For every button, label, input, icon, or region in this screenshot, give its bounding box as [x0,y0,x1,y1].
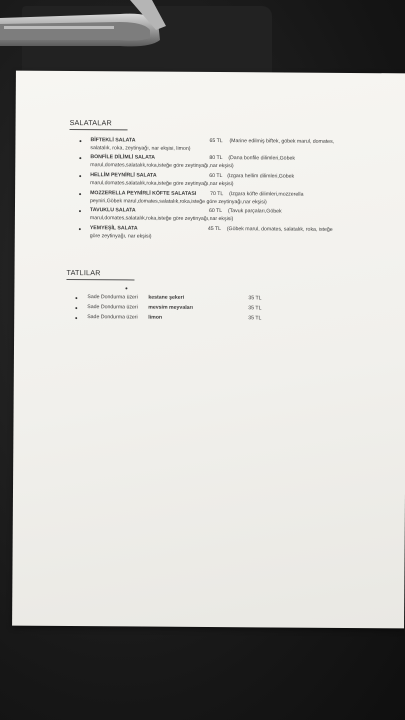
dessert-item-price: 35 TL [248,315,262,322]
menu-item-name: BONFİLE DİLİMLİ SALATA [90,154,156,161]
heading-underline [70,129,128,130]
menu-item-desc: marul,domates,salatalık,roka,isteğe göre zeytinyağı,nar ekşisi) [89,215,234,223]
bullet [79,140,81,142]
section-heading-salads: SALATALAR [69,118,112,128]
menu-item-price: 80 TL [209,154,223,162]
bullet [79,228,81,230]
menu-item-desc: göre zeytinyağı, nar ekşisi) [89,233,152,240]
dessert-item-price: 35 TL [248,305,262,312]
menu-item-desc: salatalık, roka, zeytinyağı, nar ekşisi, limon) [90,145,191,152]
dessert-item-topping: kestane şekeri [148,294,185,301]
bullet [79,210,81,212]
menu-item-price: 60 TL [209,172,223,180]
menu-item-desc: (Tavuk parçaları,Göbek [227,208,282,215]
menu-item-desc: peyniri,Göbek marul,domates,salatalık,roka,isteğe göre zeytinyağı,nar ekşisi) [90,198,267,206]
dessert-item-prefix: Sade Dondurma üzeri [87,304,138,311]
metal-clip [0,0,170,52]
bullet [79,193,81,195]
dessert-item-prefix: Sade Dondurma üzeri [87,294,138,301]
menu-item-price: 70 TL [210,190,224,198]
bullet [75,297,77,299]
dessert-item-topping: mevsim meyvaları [148,304,194,311]
bullet [75,317,77,319]
menu-item-name: YEMYEŞİL SALATA [89,225,138,232]
menu-item-desc: (Marine edilmiş biftek, göbek marul, domates, [229,138,335,145]
dessert-item-topping: limon [148,314,163,321]
section-heading-desserts: TATLILAR [66,267,101,278]
bullet [75,307,77,309]
menu-item-desc: (Izgara köfte dilimleri,mozzerella [229,191,304,198]
menu-item-name: HELLİM PEYNİRLİ SALATA [90,172,157,179]
menu-item-desc: (Dana bonfile dilimleri,Göbek [228,155,295,162]
dessert-item-price: 35 TL [248,295,262,302]
menu-item-name: MOZZERELLA PEYNİRLİ KÖFTE SALATASI [90,190,197,197]
menu-item-desc: marul,domates,salatalık,roka,isteğe göre zeytinyağı,nar ekşisi) [90,162,234,170]
heading-underline [66,279,134,280]
menu-item-name: BİFTEKLİ SALATA [90,137,136,144]
dessert-item-prefix: Sade Dondurma üzeri [87,314,138,321]
menu-item-desc: (Izgara hellim dilimleri,Göbek [227,173,295,180]
bullet [79,157,81,159]
menu-paper [12,71,405,629]
menu-item-price: 45 TL [207,225,222,233]
menu-item-price: 65 TL [209,137,223,145]
stray-dot [125,287,127,289]
menu-item-price: 60 TL [208,207,223,215]
bullet [79,175,81,177]
menu-item-name: TAVUKLU SALATA [89,207,136,214]
menu-item-desc: (Göbek marul, domates, salatalık, roka, isteğe [226,226,333,233]
menu-item-desc: marul,domates,salatalık,roka,isteğe göre zeytinyağı,nar ekşisi) [90,180,234,188]
